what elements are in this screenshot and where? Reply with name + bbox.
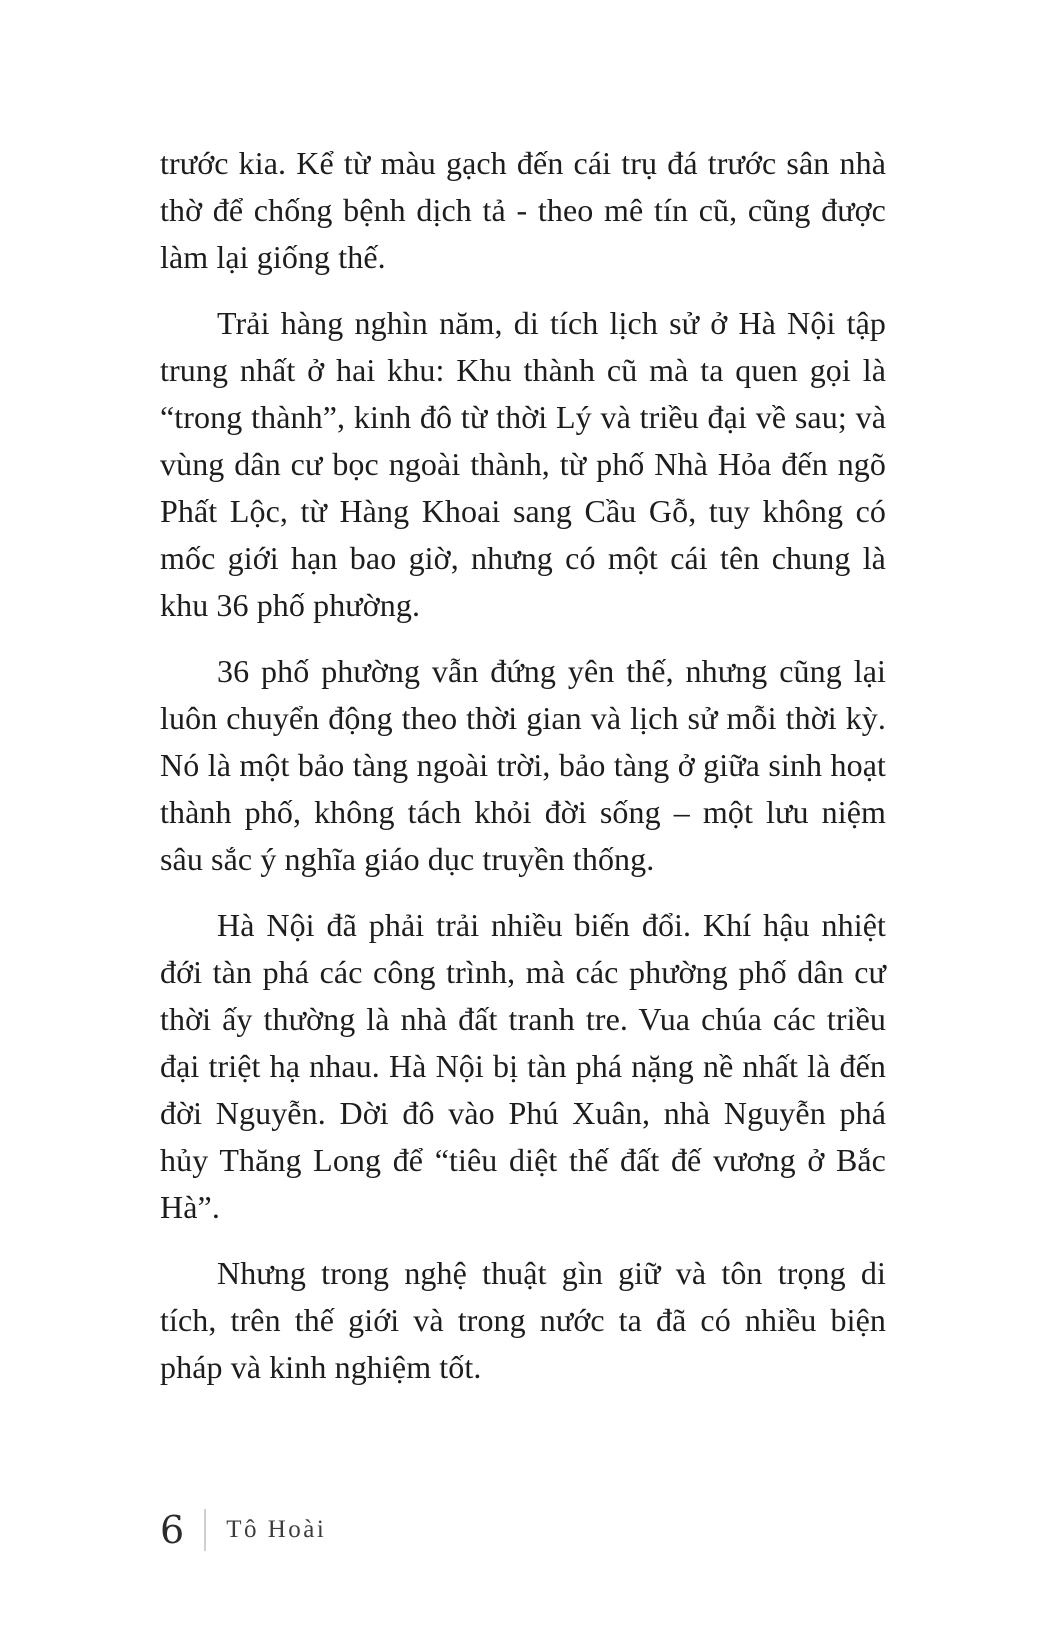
paragraph-2: Trải hàng nghìn năm, di tích lịch sử ở Hà Nội tập trung nhất ở hai khu: Khu thành cũ mà ta quen gọi là “trong thành”, kinh đô từ thời Lý và triều đại về sau; và vùng dân cư bọc ngoài thành, từ phố Nhà Hỏa đến ngõ Phất Lộc, từ Hàng Khoai sang Cầu Gỗ, tuy không có mốc giới hạn bao giờ, nhưng có một cái tên chung là khu 36 phố phường. (160, 305, 886, 623)
page-number: 6 (160, 1508, 185, 1552)
paragraph-4: Hà Nội đã phải trải nhiều biến đổi. Khí hậu nhiệt đới tàn phá các công trình, mà các phường phố dân cư thời ấy thường là nhà đất tranh tre. Vua chúa các triều đại triệt hạ nhau. Hà Nội bị tàn phá nặng nề nhất là đến đời Nguyễn. Dời đô vào Phú Xuân, nhà Nguyễn phá hủy Thăng Long để “tiêu diệt thế đất đế vương ở Bắc Hà”. (160, 907, 886, 1225)
body-text (160, 140, 886, 1410)
page-footer (160, 1508, 326, 1552)
footer-divider (204, 1509, 206, 1551)
paragraph-5: Nhưng trong nghệ thuật gìn giữ và tôn trọng di tích, trên thế giới và trong nước ta đã có nhiều biện pháp và kinh nghiệm tốt. (160, 1255, 886, 1385)
paragraph-1: trước kia. Kể từ màu gạch đến cái trụ đá trước sân nhà thờ để chống bệnh dịch tả - theo mê tín cũ, cũng được làm lại giống thế. (160, 145, 886, 275)
paragraph-3: 36 phố phường vẫn đứng yên thế, nhưng cũng lại luôn chuyển động theo thời gian và lịch sử mỗi thời kỳ. Nó là một bảo tàng ngoài trời, bảo tàng ở giữa sinh hoạt thành phố, không tách khỏi đời sống – một lưu niệm sâu sắc ý nghĩa giáo dục truyền thống. (160, 653, 886, 877)
author-name: Tô Hoài (226, 1516, 327, 1543)
